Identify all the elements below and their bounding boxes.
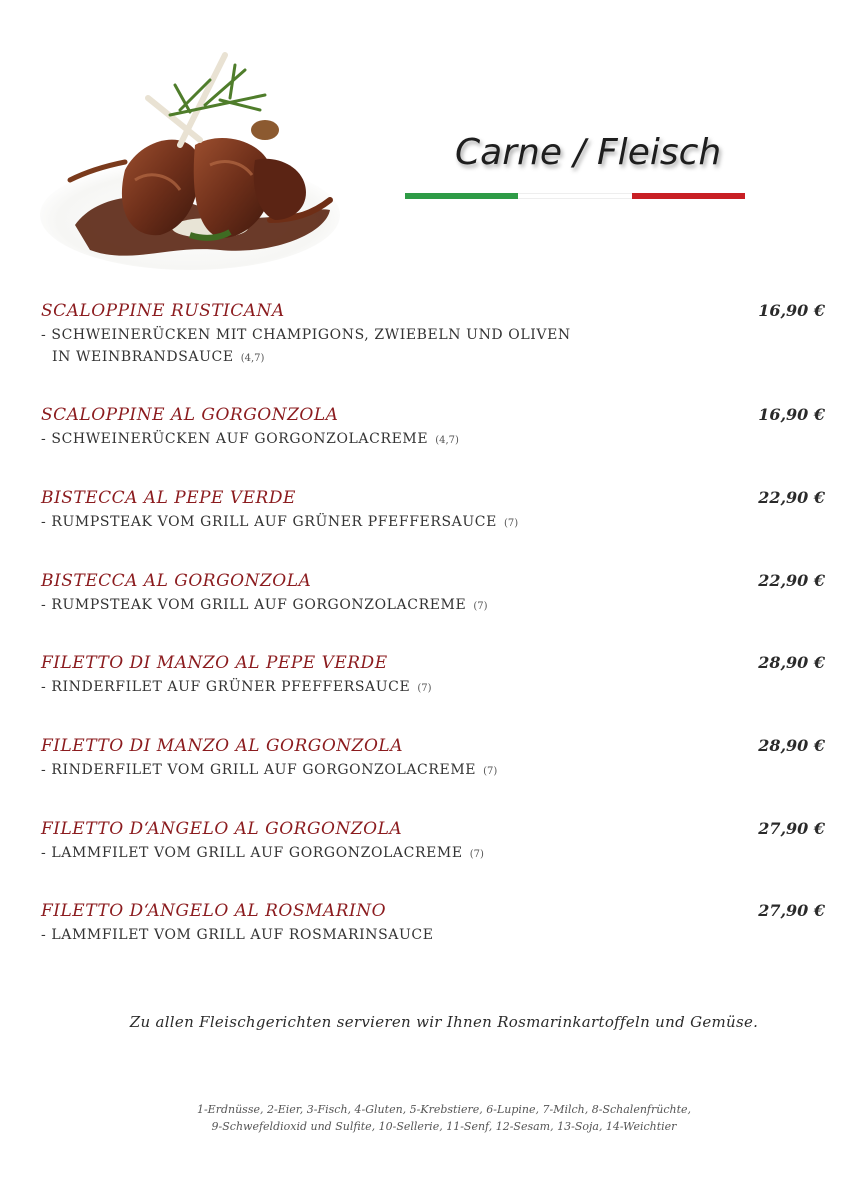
flag-green-stripe	[405, 193, 518, 199]
dish-price: 27,90 €	[758, 819, 825, 838]
dish-price: 16,90 €	[758, 405, 825, 424]
allergen-codes: (4,7)	[240, 353, 265, 364]
dish-price: 22,90 €	[758, 488, 825, 507]
flag-red-stripe	[632, 193, 745, 199]
dish-description: - LAMMFILET VOM GRILL AUF ROSMARINSAUCE	[41, 927, 434, 943]
allergen-codes: (4,7)	[435, 435, 459, 446]
menu-item	[41, 818, 825, 866]
dish-description: - SCHWEINERÜCKEN AUF GORGONZOLACREME (4,7)	[41, 431, 459, 447]
flag-white-stripe	[518, 193, 631, 199]
allergen-legend-line: 1-Erdnüsse, 2-Eier, 3-Fisch, 4-Gluten, 5-Krebstiere, 6-Lupine, 7-Milch, 8-Schalenfrüchte,	[196, 1103, 692, 1116]
allergen-legend	[0, 1101, 848, 1135]
side-dish-note: Zu allen Fleischgerichten servieren wir Ihnen Rosmarinkartoffeln und Gemüse.	[129, 1013, 759, 1031]
dish-description: - RINDERFILET VOM GRILL AUF GORGONZOLACREME (7)	[41, 762, 498, 778]
dish-price: 22,90 €	[758, 571, 825, 590]
dish-price: 28,90 €	[758, 736, 825, 755]
dish-description: - RUMPSTEAK VOM GRILL AUF GRÜNER PFEFFERSAUCE (7)	[41, 514, 519, 530]
dish-description: - RINDERFILET AUF GRÜNER PFEFFERSAUCE (7)	[41, 679, 432, 695]
dish-name: BISTECCA AL GORGONZOLA	[41, 571, 312, 591]
dish-name: SCALOPPINE RUSTICANA	[41, 301, 285, 321]
allergen-codes: (7)	[483, 766, 498, 777]
dish-description: - RUMPSTEAK VOM GRILL AUF GORGONZOLACREME (7)	[41, 597, 488, 613]
dish-name: BISTECCA AL PEPE VERDE	[41, 488, 296, 508]
allergen-codes: (7)	[417, 683, 432, 694]
page-title: Carne / Fleisch	[455, 132, 722, 173]
menu-item	[41, 487, 825, 535]
menu-item	[41, 300, 825, 370]
allergen-codes: (7)	[469, 849, 484, 860]
dish-name: SCALOPPINE AL GORGONZOLA	[41, 405, 339, 425]
dish-name: FILETTO DI MANZO AL GORGONZOLA	[41, 736, 403, 756]
allergen-legend-line: 9-Schwefeldioxid und Sulfite, 10-Sellerie, 11-Senf, 12-Sesam, 13-Soja, 14-Weichtier	[211, 1120, 677, 1133]
menu-item	[41, 570, 825, 618]
dish-name: FILETTO D‘ANGELO AL GORGONZOLA	[41, 819, 403, 839]
menu-item	[41, 404, 825, 452]
italian-flag-divider	[405, 193, 745, 199]
allergen-codes: (7)	[473, 601, 488, 612]
allergen-codes: (7)	[503, 518, 519, 529]
lamb-dish-photo	[30, 40, 350, 280]
dish-name: FILETTO D‘ANGELO AL ROSMARINO	[41, 901, 387, 921]
dish-description: - LAMMFILET VOM GRILL AUF GORGONZOLACREME (7)	[41, 845, 484, 861]
dish-price: 27,90 €	[758, 901, 825, 920]
dish-name: FILETTO DI MANZO AL PEPE VERDE	[41, 653, 388, 673]
menu-item	[41, 735, 825, 783]
menu-item	[41, 652, 825, 700]
dish-description: - SCHWEINERÜCKEN MIT CHAMPIGONS, ZWIEBELN UND OLIVEN	[41, 327, 571, 343]
menu-item	[41, 900, 825, 946]
dish-description-line2: IN WEINBRANDSAUCE (4,7)	[52, 349, 265, 365]
dish-price: 28,90 €	[758, 653, 825, 672]
dish-price: 16,90 €	[758, 301, 825, 320]
